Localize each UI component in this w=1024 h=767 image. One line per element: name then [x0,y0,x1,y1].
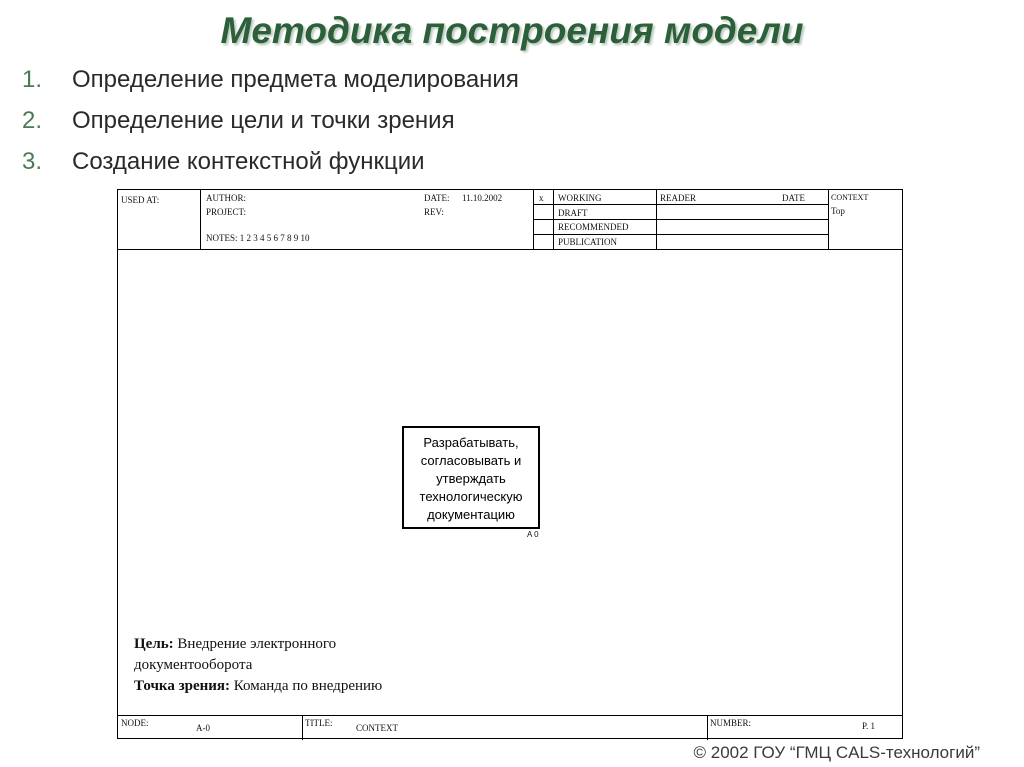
rev-label: REV: [424,207,444,217]
list-number: 3. [22,148,43,175]
header-row-line [533,234,828,235]
status-draft: DRAFT [558,208,588,218]
footer-divider [707,716,708,740]
goal-text-continued: документооборота [134,657,253,673]
reader-date-label: DATE [782,193,805,203]
diagram-footer [118,715,902,740]
list-number: 1. [22,66,43,93]
node-value: A-0 [196,723,210,733]
list-text: Определение цели и точки зрения [72,107,455,134]
header-divider [828,190,829,249]
function-line: документацию [427,507,515,522]
goal-label: Цель: [134,636,174,652]
goal-block [134,634,382,697]
list-text: Создание контекстной функции [72,148,425,175]
function-line: согласовывать и [420,453,522,468]
function-id: A 0 [527,530,539,539]
title-label: TITLE: [305,718,333,728]
function-line: технологическую [419,489,523,504]
status-working: WORKING [558,193,602,203]
list-text: Определение предмета моделирования [72,66,519,93]
header-row-line [533,219,828,220]
status-recommended: RECOMMENDED [558,222,629,232]
date-label: DATE: [424,193,450,203]
title-value: CONTEXT [356,723,398,733]
status-x-mark: x [539,193,544,203]
status-publication: PUBLICATION [558,237,618,247]
used-at-label: USED AT: [121,195,160,205]
viewpoint-line [134,676,382,697]
viewpoint-label: Точка зрения: [134,678,230,694]
date-value: 11.10.2002 [462,193,503,203]
reader-label: READER [660,193,696,203]
idef0-diagram-frame [117,189,903,739]
context-label: CONTEXT [831,193,869,202]
notes-label: NOTES: 1 2 3 4 5 6 7 8 9 10 [206,233,310,243]
goal-text: Внедрение электронного [173,636,337,652]
diagram-header [118,190,902,250]
number-value: P. 1 [862,721,876,731]
viewpoint-text: Команда по внедрению [230,678,383,694]
footer-divider [302,716,303,740]
goal-line [134,634,382,655]
list-number: 2. [22,107,43,134]
project-label: PROJECT: [206,207,247,217]
context-value: Top [831,206,845,216]
author-label: AUTHOR: [206,193,246,203]
copyright-notice: © 2002 ГОУ “ГМЦ CALS-технологий” [693,743,980,762]
context-function-box [402,426,540,529]
header-row-line [533,204,828,205]
number-label: NUMBER: [710,718,752,728]
header-divider [200,190,201,249]
function-line: Разрабатывать, [423,435,519,450]
node-label: NODE: [121,718,149,728]
function-line: утверждать [436,471,506,486]
slide-title: Методика построения модели [220,10,804,51]
